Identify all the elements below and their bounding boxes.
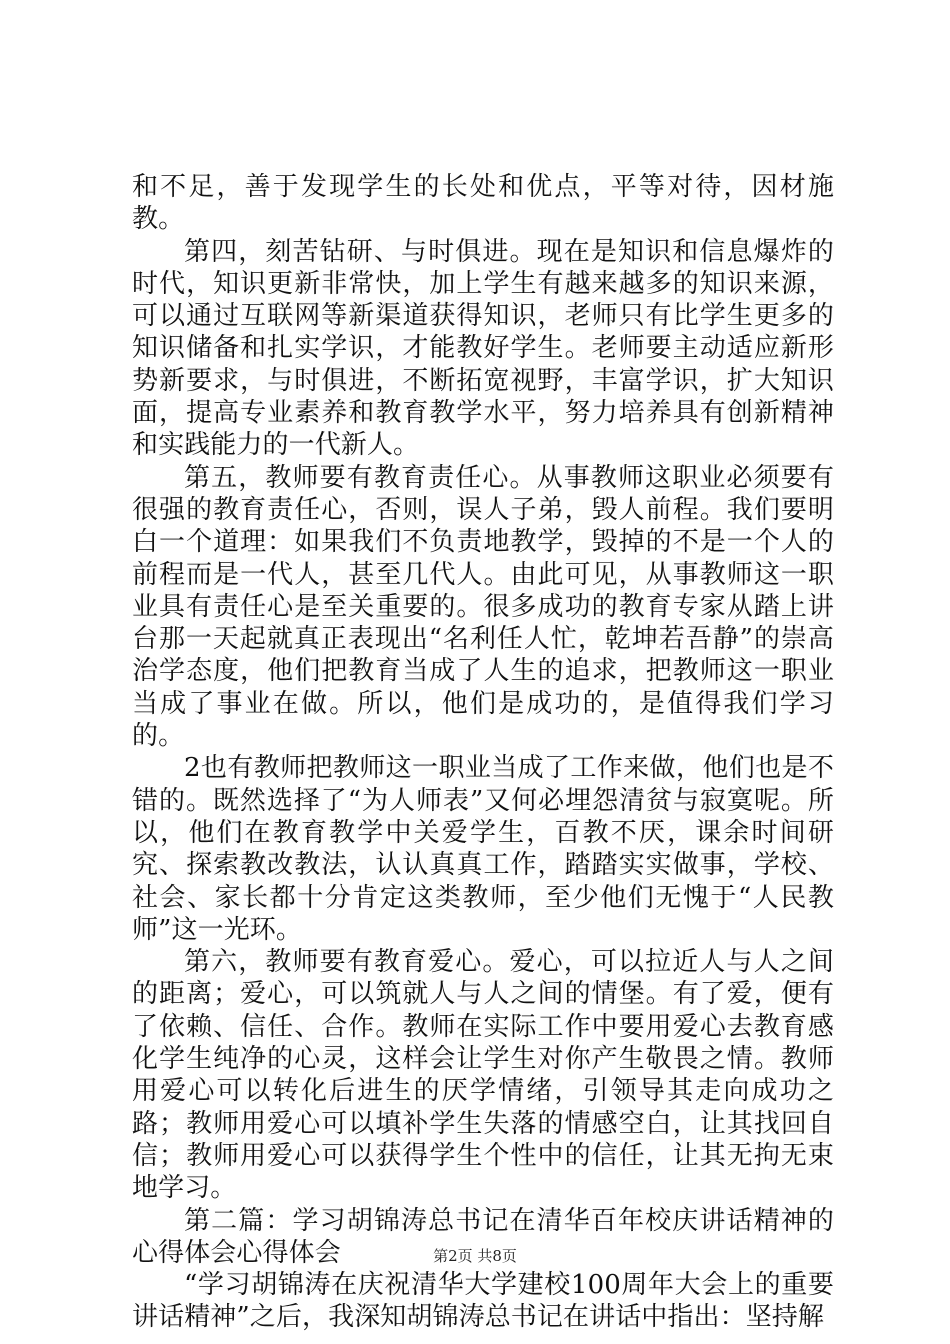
paragraph-continuation: 和不足，善于发现学生的长处和优点，平等对待，因材施教。 <box>132 172 834 235</box>
paragraph-point-five: 第五，教师要有教育责任心。从事教师这职业必须要有很强的教育责任心，否则，误人子弟，毁人前程。我们要明白一个道理：如果我们不负责地教学，毁掉的不是一个人的前程而是一代人，甚至几代人。由此可见，从事教师这一职业具有责任心是至关重要的。很多成功的教育专家从踏上讲台那一天起就真正表现出“名利任人忙，乾坤若吾静”的崇高治学态度，他们把教育当成了人生的追求，把教师这一职业当成了事业在做。所以，他们是成功的，是值得我们学习的。 <box>132 462 834 752</box>
paragraph-point-four: 第四，刻苦钻研、与时俱进。现在是知识和信息爆炸的时代，知识更新非常快，加上学生有越来越多的知识来源，可以通过互联网等新渠道获得知识，老师只有比学生更多的知识储备和扎实学识，才能教好学生。老师要主动适应新形势新要求，与时俱进，不断拓宽视野，丰富学识，扩大知识面，提高专业素养和教育教学水平，努力培养具有创新精神和实践能力的一代新人。 <box>132 236 834 461</box>
page-number-footer: 第2页 共8页 <box>433 1247 517 1265</box>
document-body <box>132 171 834 1334</box>
paragraph-part-two-intro: “学习胡锦涛在庆祝清华大学建校100周年大会上的重要讲话精神”之后，我深知胡锦涛总书记在讲话中指出：坚持解 <box>132 1270 834 1333</box>
paragraph-teaching-as-work: 2也有教师把教师这一职业当成了工作来做，他们也是不错的。既然选择了“为人师表”又何必埋怨清贫与寂寞呢。所以，他们在教育教学中关爱学生，百教不厌，课余时间研究、探索教改教法，认认真真工作，踏踏实实做事，学校、社会、家长都十分肯定这类教师，至少他们无愧于“人民教师”这一光环。 <box>132 753 834 945</box>
paragraph-point-six: 第六，教师要有教育爱心。爱心，可以拉近人与人之间的距离；爱心，可以筑就人与人之间的情堡。有了爱，便有了依赖、信任、合作。教师在实际工作中要用爱心去教育感化学生纯净的心灵，这样会让学生对你产生敬畏之情。教师用爱心可以转化后进生的厌学情绪，引领导其走向成功之路；教师用爱心可以填补学生失落的情感空白，让其找回自信；教师用爱心可以获得学生个性中的信任，让其无拘无束地学习。 <box>132 947 834 1204</box>
section-heading-part-two: 第二篇：学习胡锦涛总书记在清华百年校庆讲话精神的心得体会心得体会 <box>132 1205 834 1268</box>
